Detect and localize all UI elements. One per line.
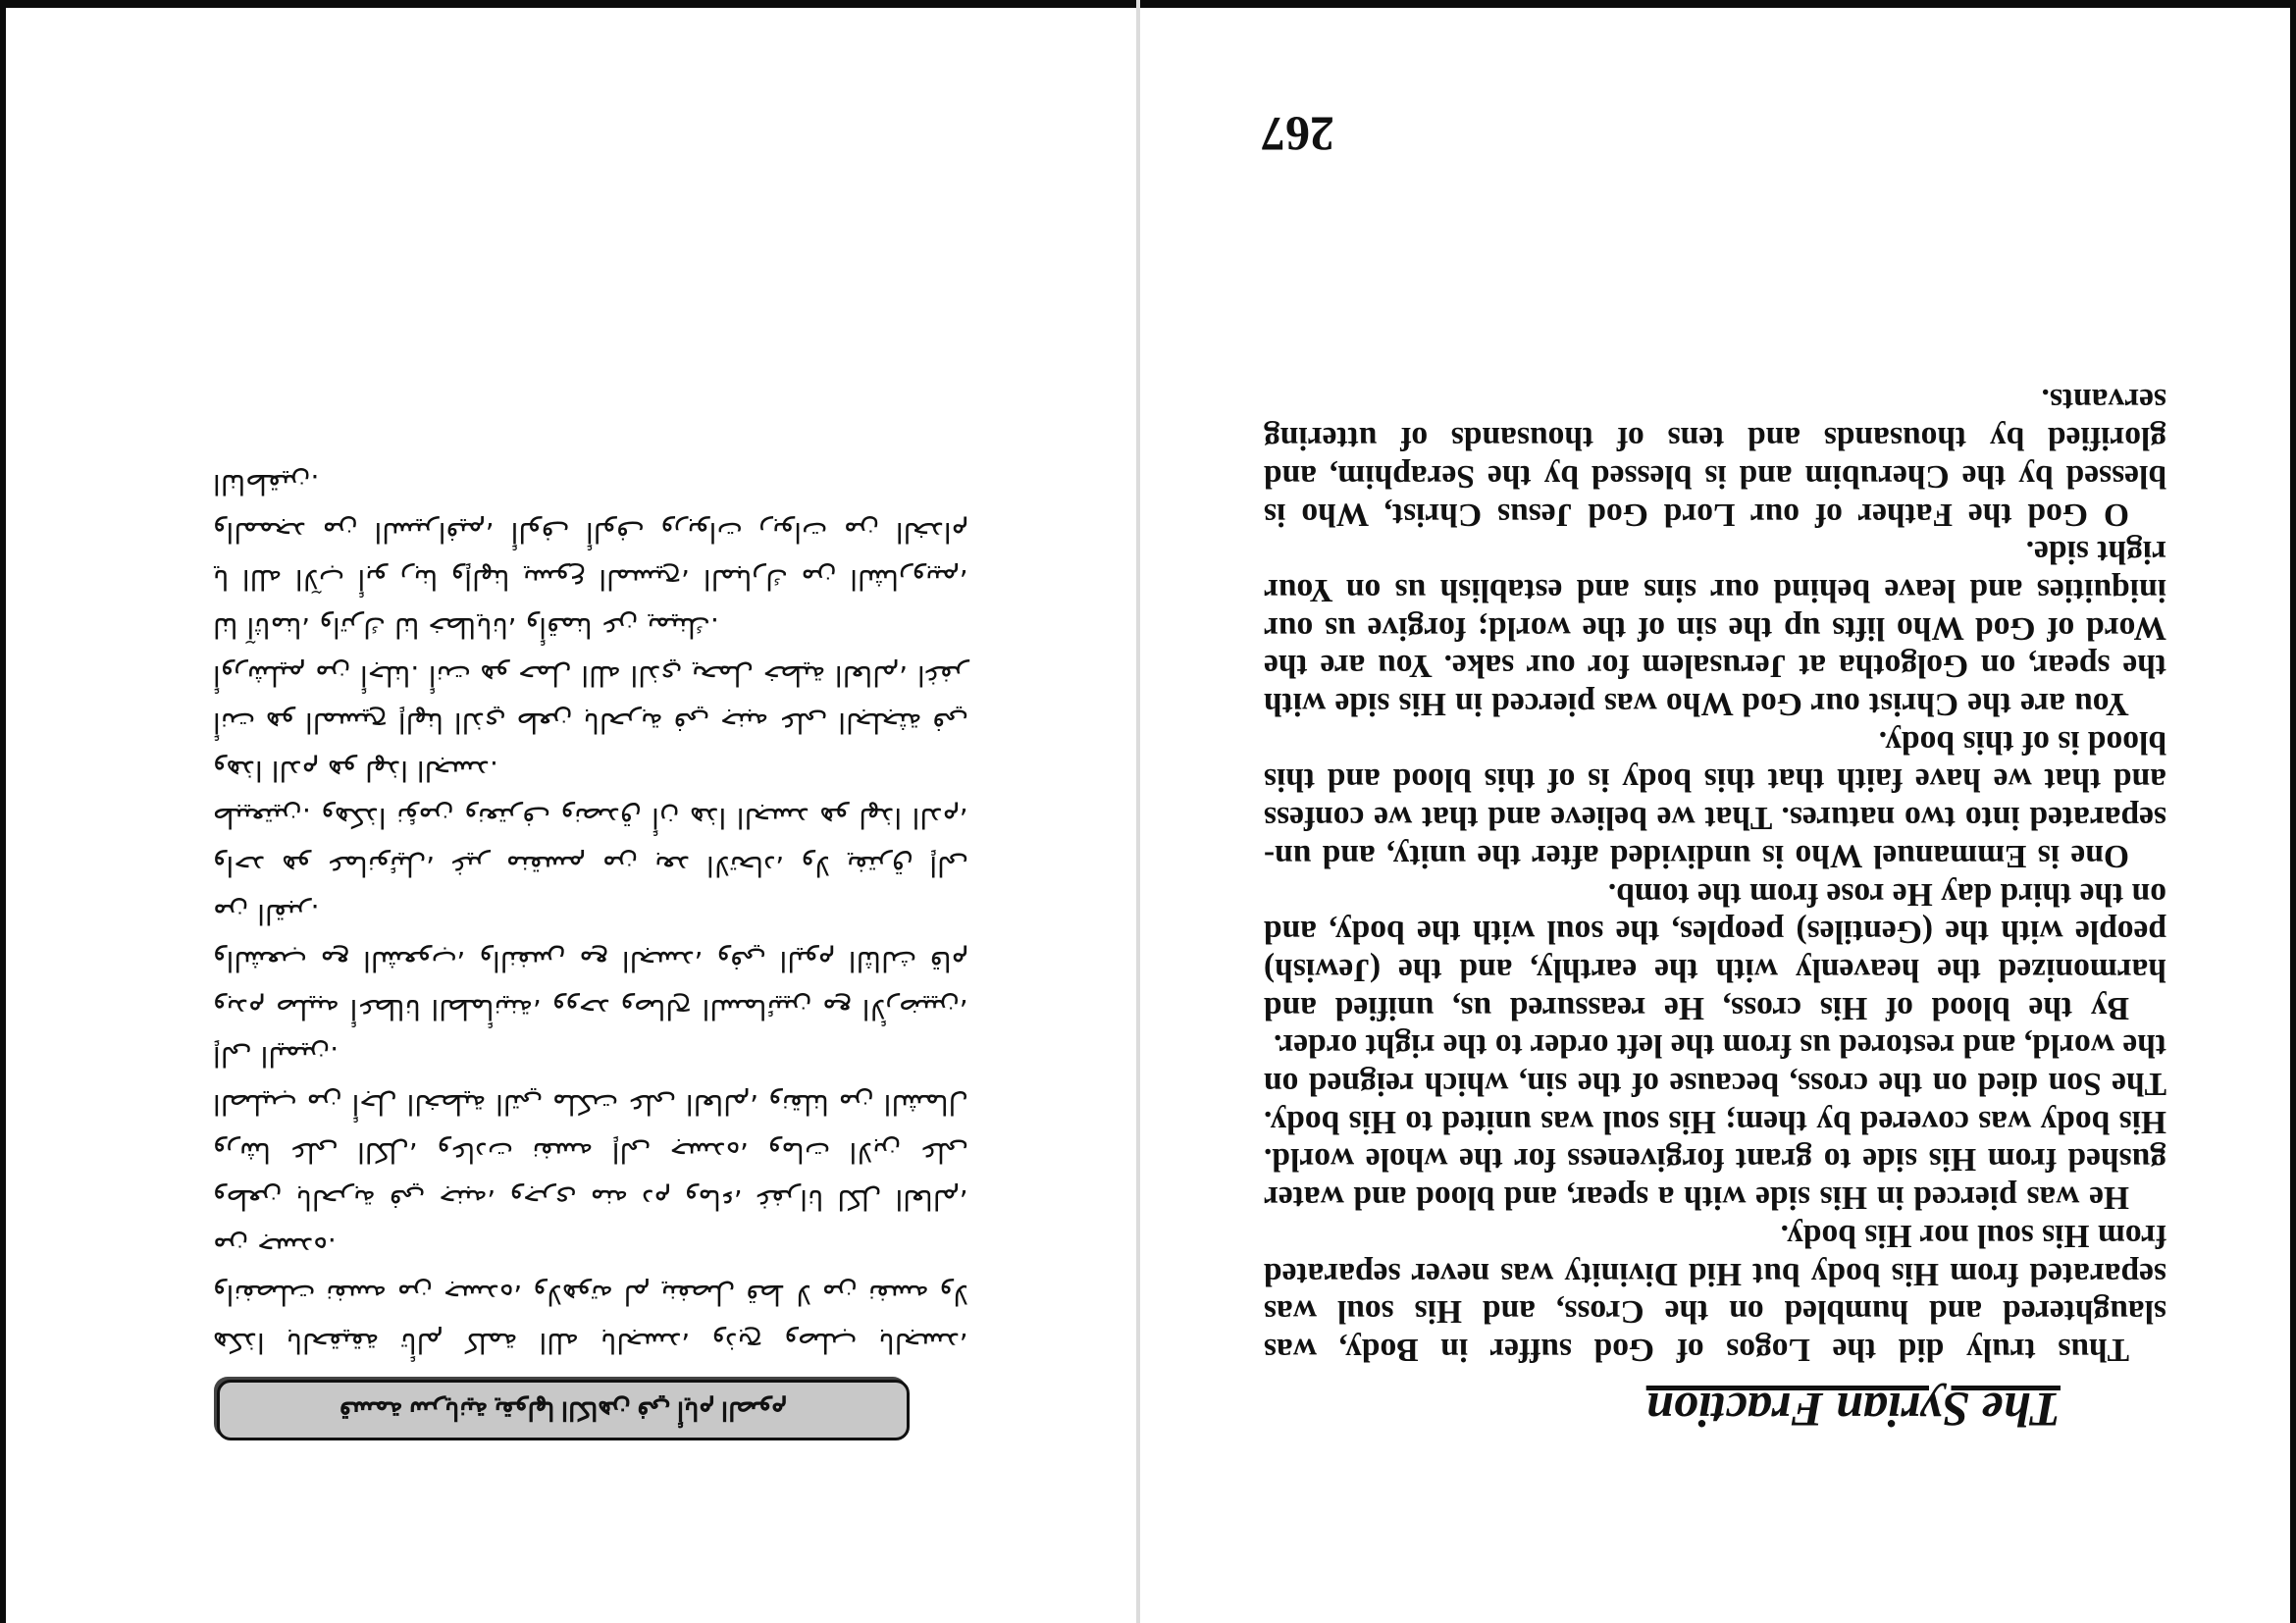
- arabic-paragraph-3: وبدم صليبه أعطانا الطمأنينة، ووحد وصالح السمائيين مع الأرضيين، والشعب مع الشعوب، والنفس مع الجسد، وفي اليوم الثالث قام من القبر.: [213, 897, 968, 1025]
- english-paragraph-2: He was pierced in His side with a spear, and blood and water gushed from His side to grant forgiveness for the whole world. His body was covered by them; His soul was united to His body. The Son died on the cross, because of the sin, which reigned on the world, and restored us from the left order to the right order.: [1264, 1027, 2166, 1217]
- english-paragraph-1: Thus truly did the Logos of God suffer in Body, was slaughtered and humbled on the Cross, and His soul was separated from His body but Hid Divinity was never separated from His soul nor His body.: [1264, 1217, 2166, 1368]
- arabic-page: [0, 0, 1140, 1623]
- arabic-paragraph-4: واحد هو عمانوئيل، غير منقسم من بعد الاتحاد، ولا يفترق إلى طبيعتين. وهكذا نؤمن ونعترف ونصدق أن هذا الجسد هو لهذا الدم، وهذا الدم هو لهذا الجسد.: [213, 754, 968, 883]
- english-text-block: [1264, 381, 2166, 1368]
- english-paragraph-5: You are the Christ our God Who was pierced in His side with the spear, on Golgotha at Jerusalem for our sake. You are the Word of God Who lifts up the sin of the world; forgive us our iniquities and leave behind our sins and establish us on Your right side.: [1264, 534, 2166, 723]
- arabic-paragraph-1: هكذا بالحقيقة تألم كلمة الله بالجسد، وذبح وصلب بالجسد، وانفصلت نفسه من جسده، ولاهوته لم ينفصل قط لا من نفسه ولا من جسده.: [213, 1230, 968, 1359]
- english-paragraph-4: One is Emmanuel Who is undivided after the unity, and un-separated into two natures. That we believe and that we confess and that we have faith that this body is of this blood and this blood is of this body.: [1264, 723, 2166, 874]
- arabic-paragraph-5: أنت هو المسيح إلهنا الذي طعن بالحربة في جنبه على الجلجثة في أورشليم من أجلنا. أنت هو حمل الله الذي يحمل خطية العالم، اغفر لنا آثامنا، واترك لنا خطايانا، وأقمنا عن يمينك.: [213, 611, 968, 740]
- page-title: The Syrian Fraction: [1645, 1383, 2061, 1438]
- english-paragraph-3: By the blood of His cross, He reassured us, unified and harmonized the heavenly with the earthly, and the (Jewish) people with the (Gentiles) peoples, the soul with the body, and on the third day He rose from the tomb.: [1264, 875, 2166, 1026]
- arabic-text-block: [213, 460, 968, 1366]
- arabic-heading-banner: قسمة سريانية يقولها الكاهن في أيام الصوم: [217, 1380, 910, 1440]
- english-page: [1140, 0, 2296, 1623]
- page-number: 267: [1261, 107, 1334, 162]
- arabic-paragraph-2: وطعن بالحربة في جنبه، وجرى منه دم وماء، غفرانا لكل العالم، ورشا على الكل، وعادت نفسه إلى جسده، ومات الابن على الصليب من أجل الخطية التي ملكت على العالم، ونقلنا من الشمال إلى اليمين.: [213, 1040, 968, 1217]
- english-paragraph-6: O God the Father of our Lord God Jesus Christ, Who is blessed by the Cherubim and is blessed by the Seraphim, and glorified by thousands and tens of thousands of uttering servants.: [1264, 382, 2166, 533]
- arabic-paragraph-6: يا الله الآب أبو ربنا وإلهنا يسوع المسيح، المبارك من الشاروبيم، والممجد من السيرافيم، ألوف ألوف وربوات ربوات من الخدام الناطقين.: [213, 468, 968, 597]
